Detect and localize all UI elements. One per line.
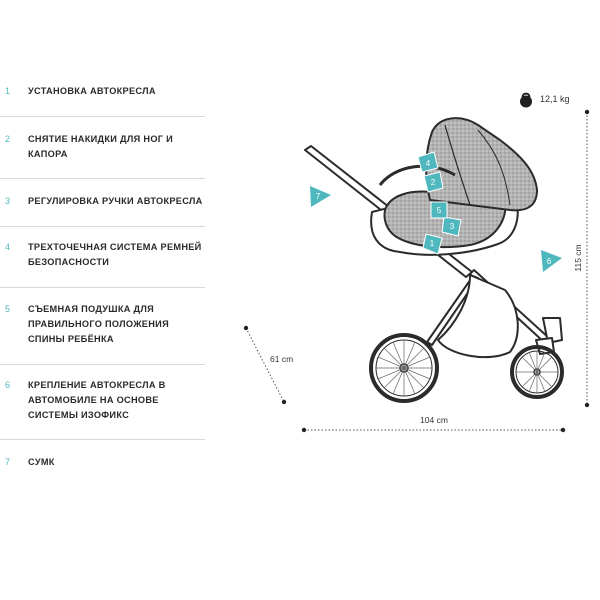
divider: [0, 178, 205, 179]
feature-number: 5: [5, 304, 11, 314]
marker-7: [310, 186, 331, 207]
feature-number: 7: [5, 457, 11, 467]
wheel-dimension: [244, 326, 293, 404]
rear-wheel: [371, 335, 437, 401]
height-dimension: [573, 110, 589, 407]
divider: [0, 287, 205, 288]
marker-label: 7: [315, 192, 321, 201]
divider: [0, 439, 205, 440]
marker-6: [541, 250, 562, 272]
feature-number: 6: [5, 380, 11, 390]
length-label: 104 cm: [420, 415, 448, 425]
feature-number: 2: [5, 134, 11, 144]
marker-label: 6: [546, 257, 552, 266]
wheel-label: 61 cm: [270, 354, 294, 364]
feature-text: РЕГУЛИРОВКА РУЧКИ АВТОКРЕСЛА: [28, 196, 203, 206]
feature-item-3: [0, 194, 205, 209]
marker-label: 4: [425, 159, 431, 168]
feature-text: КРЕПЛЕНИЕ АВТОКРЕСЛА В АВТОМОБИЛЕ НА ОСНОВЕ СИСТЕМЫ ИЗОФИКС: [28, 380, 166, 420]
length-dimension: [302, 415, 565, 432]
feature-text: СУМК: [28, 457, 55, 467]
feature-text: ТРЕХТОЧЕЧНАЯ СИСТЕМА РЕМНЕЙ БЕЗОПАСНОСТИ: [28, 242, 202, 267]
marker-label: 2: [430, 178, 436, 187]
feature-number: 1: [5, 86, 11, 96]
weight-label: 12,1 kg: [540, 94, 570, 104]
feature-number: 4: [5, 242, 11, 252]
feature-text: СЪЕМНАЯ ПОДУШКА ДЛЯ ПРАВИЛЬНОГО ПОЛОЖЕНИЯ СПИНЫ РЕБЁНКА: [28, 304, 169, 344]
feature-item-2: [0, 132, 205, 162]
feature-item-6: [0, 378, 205, 423]
front-wheel: [512, 347, 562, 397]
feature-item-7: [0, 455, 205, 470]
divider: [0, 226, 205, 227]
marker-5: [431, 202, 447, 218]
feature-number: 3: [5, 196, 11, 206]
stroller-diagram: [210, 0, 600, 440]
feature-text: СНЯТИЕ НАКИДКИ ДЛЯ НОГ И КАПОРА: [28, 134, 174, 159]
marker-2: [424, 172, 443, 192]
divider: [0, 116, 205, 117]
height-label: 115 cm: [573, 244, 583, 272]
marker-4: [418, 152, 438, 172]
feature-text: УСТАНОВКА АВТОКРЕСЛА: [28, 86, 156, 96]
feature-item-1: [0, 84, 205, 99]
marker-3: [442, 217, 461, 236]
marker-label: 1: [429, 239, 435, 248]
feature-item-4: [0, 240, 205, 270]
divider: [0, 364, 205, 365]
marker-label: 5: [436, 206, 442, 215]
feature-item-5: [0, 302, 205, 347]
marker-label: 3: [449, 222, 455, 231]
